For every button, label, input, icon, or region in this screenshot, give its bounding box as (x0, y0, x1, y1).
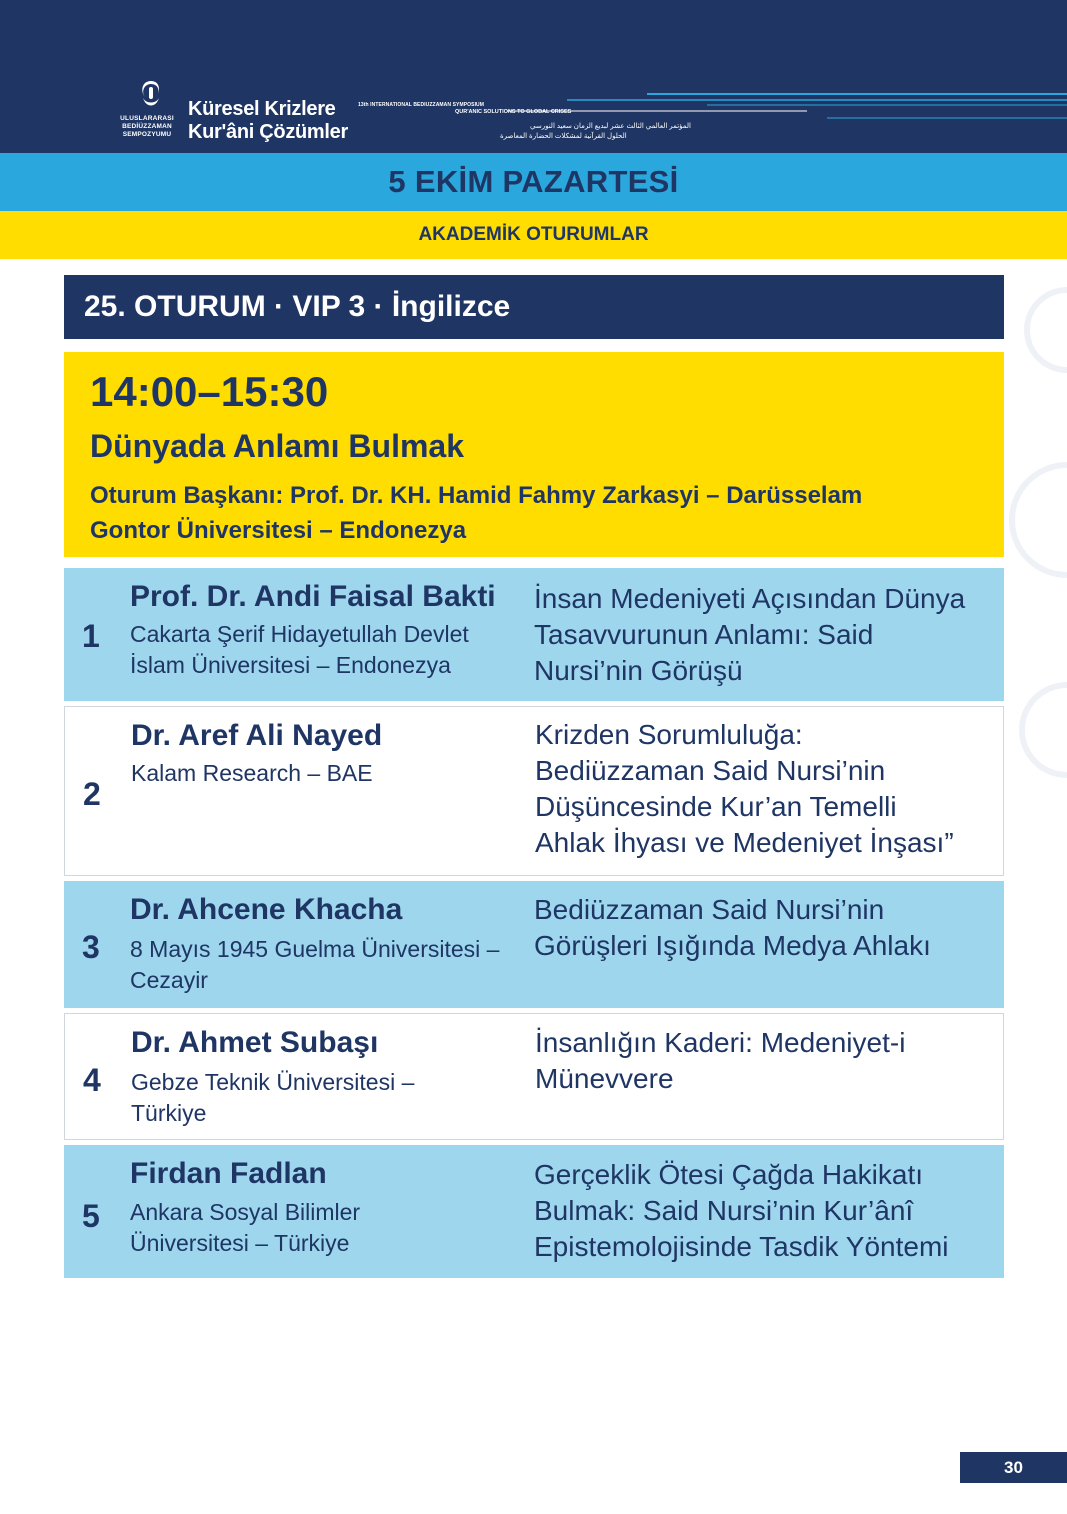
speaker-affiliation: 8 Mayıs 1945 Guelma Üniversitesi – Cezayir (130, 936, 500, 993)
tagline-en-2: QUR'ANIC SOLUTIONS TO GLOBAL CRISES (455, 109, 572, 115)
speaker-row (64, 1145, 1004, 1278)
speaker-number: 5 (82, 1198, 100, 1234)
session-title: 25. OTURUM · VIP 3 · İngilizce (84, 290, 511, 323)
speaker-affiliation: Ankara Sosyal Bilimler Üniversitesi – Türkiye (130, 1199, 361, 1256)
speaker-row (64, 881, 1004, 1008)
speaker-name: Dr. Aref Ali Nayed (131, 719, 383, 752)
speaker-row (64, 568, 1004, 701)
speaker-name: Dr. Ahcene Khacha (130, 893, 403, 926)
sessions-band (0, 211, 1067, 259)
logo-small-text: ULUSLARARASI BEDİÜZZAMAN SEMPOZYUMU (120, 115, 174, 138)
sessions-label: AKADEMİK OTURUMLAR (418, 224, 649, 245)
page-number-badge (960, 1452, 1067, 1483)
speaker-row (64, 1013, 1004, 1140)
speaker-row (64, 706, 1004, 876)
session-name: Dünyada Anlamı Bulmak (90, 428, 465, 464)
speaker-affiliation: Kalam Research – BAE (131, 760, 373, 786)
session-chair: Oturum Başkanı: Prof. Dr. KH. Hamid Fahmy Zarkasyi – Darüsselam Gontor Üniversitesi – Endonezya (90, 482, 863, 544)
session-time: 14:00–15:30 (90, 368, 329, 415)
tagline-ar-1: المؤتمر العالمي الثالث عشر لبديع الزمان سعيد النورسي (530, 123, 691, 130)
speaker-name: Prof. Dr. Andi Faisal Bakti (130, 580, 496, 613)
paper-topic: Krizden Sorumluluğa: Bediüzzaman Said Nursi’nin Düşüncesinde Kur’an Temelli Ahlak İhyası ve Medeniyet İnşası” (535, 719, 954, 858)
session-info-box (64, 352, 1004, 557)
speaker-number: 2 (83, 776, 101, 812)
paper-topic: Bediüzzaman Said Nursi’nin Görüşleri Işığında Medya Ahlakı (534, 894, 931, 961)
paper-topic: Gerçeklik Ötesi Çağda Hakikatı Bulmak: Said Nursi’nin Kur’ânî Epistemolojisinde Tasdik Yöntemi (534, 1159, 949, 1262)
logo-title: Küresel Krizlere Kur'âni Çözümler (188, 98, 348, 143)
speaker-affiliation: Gebze Teknik Üniversitesi – Türkiye (131, 1069, 415, 1126)
tagline-ar-2: الحلول القرآنية لمشكلات الحضارة المعاصرة (500, 133, 627, 140)
speaker-name: Dr. Ahmet Subaşı (131, 1026, 379, 1059)
header-banner (0, 0, 1067, 153)
tagline-en-1: 13th INTERNATIONAL BEDIUZZAMAN SYMPOSIUM (358, 102, 485, 108)
session-title-bar (64, 275, 1004, 339)
symposium-logo-icon (134, 78, 168, 112)
paper-topic: İnsan Medeniyeti Açısından Dünya Tasavvurunun Anlamı: Said Nursi’nin Görüşü (534, 583, 966, 686)
decorative-pattern (997, 270, 1067, 840)
paper-topic: İnsanlığın Kaderi: Medeniyet-i Münevvere (535, 1027, 906, 1094)
page-number: 30 (1004, 1457, 1023, 1477)
speaker-number: 1 (82, 618, 100, 654)
speaker-affiliation: Cakarta Şerif Hidayetullah Devlet İslam Üniversitesi – Endonezya (130, 621, 469, 678)
speaker-name: Firdan Fadlan (130, 1157, 327, 1190)
date-band (0, 153, 1067, 211)
speaker-number: 3 (82, 929, 100, 965)
date-title: 5 EKİM PAZARTESİ (388, 164, 679, 199)
speaker-number: 4 (83, 1062, 101, 1098)
